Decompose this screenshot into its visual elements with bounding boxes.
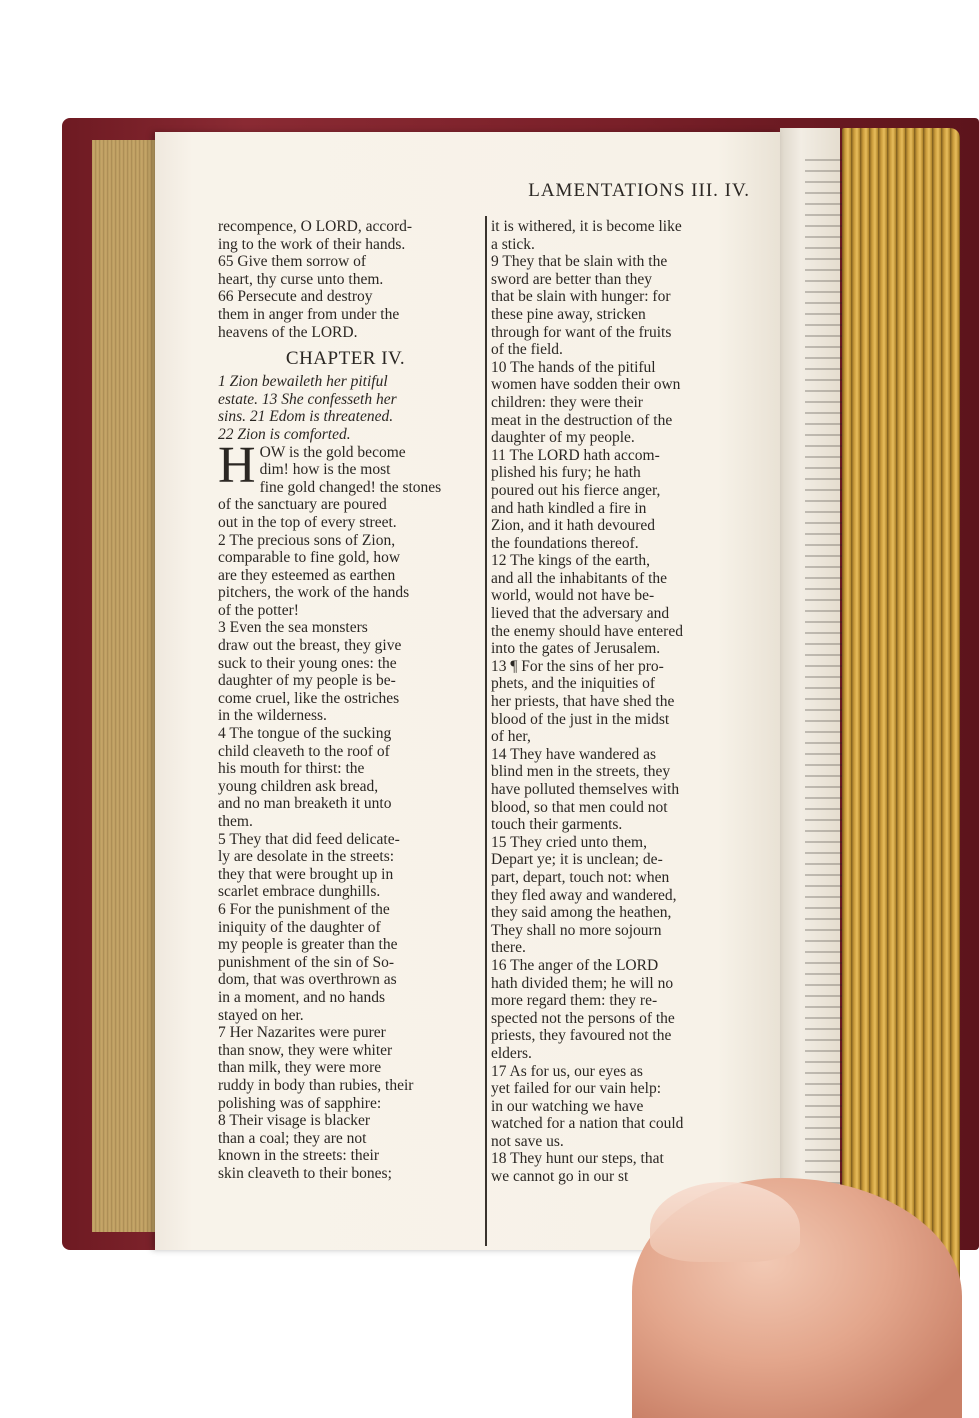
- text-line: come cruel, like the ostriches: [218, 689, 400, 707]
- text-line: that be slain with hunger: for: [491, 288, 671, 306]
- text-line: the foundations thereof.: [491, 534, 639, 552]
- text-line: pitchers, the work of the hands: [218, 584, 410, 602]
- text-line: out in the top of every street.: [218, 513, 397, 531]
- text-line: have polluted themselves with: [491, 781, 680, 798]
- chapter-summary: [218, 373, 473, 443]
- text-line: in a moment, and no hands: [218, 988, 386, 1006]
- text-line: 16 The anger of the LORD: [491, 956, 659, 974]
- text-line: 13 ¶ For the sins of her pro-: [491, 657, 664, 675]
- text-line: spected not the persons of the: [491, 1009, 675, 1027]
- text-line: polishing was of sapphire:: [218, 1094, 382, 1112]
- summary-line: 1 Zion bewaileth her pitiful: [218, 373, 388, 391]
- text-line: not save us.: [491, 1132, 564, 1150]
- text-line: touch their garments.: [491, 816, 623, 834]
- text-line: blind men in the streets, they: [491, 763, 671, 781]
- text-line: them in anger from under the: [218, 305, 400, 323]
- text-line: ruddy in body than rubies, their: [218, 1076, 414, 1094]
- text-line: them.: [218, 813, 253, 830]
- gilt-page-edges: [842, 128, 960, 1340]
- text-line: daughter of my people.: [491, 429, 635, 447]
- text-line: in the wilderness.: [218, 707, 327, 725]
- right-column-verses: [491, 218, 736, 1186]
- text-line: suck to their young ones: the: [218, 654, 397, 672]
- text-line: 2 The precious sons of Zion,: [218, 531, 396, 549]
- text-line: of the field.: [491, 341, 563, 359]
- text-line: 65 Give them sorrow of: [218, 253, 367, 271]
- text-line: They shall no more sojourn: [491, 921, 662, 939]
- text-line: poured out his fierce anger,: [491, 481, 661, 499]
- text-line: dim! how is the most: [259, 461, 391, 479]
- summary-line: estate. 13 She confesseth her: [218, 390, 397, 408]
- text-line: than a coal; they are not: [218, 1129, 367, 1147]
- text-line: than milk, they were more: [218, 1059, 382, 1077]
- text-line: and hath kindled a fire in: [491, 499, 647, 517]
- text-line: sword are better than they: [491, 270, 652, 288]
- text-line: draw out the breast, they give: [218, 637, 402, 655]
- text-line: Zion, and it hath devoured: [491, 517, 655, 535]
- text-line: plished his fury; he hath: [491, 464, 641, 482]
- text-line: they that were brought up in: [218, 865, 394, 883]
- text-line: 5 They that did feed delicate-: [218, 830, 400, 848]
- text-line: priests, they favoured not the: [491, 1027, 672, 1045]
- facing-page-text: [805, 150, 845, 1230]
- text-line: dom, that was overthrown as: [218, 971, 397, 989]
- book-page: [155, 132, 780, 1250]
- text-line: 9 They that be slain with the: [491, 253, 668, 271]
- text-line: women have sodden their own: [491, 376, 681, 394]
- text-line: Depart ye; it is unclean; de-: [491, 851, 663, 869]
- text-line: are they esteemed as earthen: [218, 566, 396, 584]
- text-line: they fled away and wandered,: [491, 886, 677, 904]
- text-line: than snow, they were whiter: [218, 1041, 393, 1059]
- text-line: ly are desolate in the streets:: [218, 848, 395, 866]
- text-line: heavens of the LORD.: [218, 323, 358, 341]
- text-line: elders.: [491, 1044, 532, 1062]
- text-line: of the potter!: [218, 601, 299, 619]
- text-line: and all the inhabitants of the: [491, 569, 668, 587]
- text-line: we cannot go in our st: [491, 1168, 629, 1186]
- text-line: a stick.: [491, 235, 535, 253]
- text-line: 8 Their visage is blacker: [218, 1112, 371, 1130]
- text-line: child cleaveth to the roof of: [218, 742, 390, 760]
- text-line: 11 The LORD hath accom-: [491, 446, 660, 464]
- text-line: of the sanctuary are poured: [218, 496, 387, 514]
- text-line: my people is greater than the: [218, 936, 398, 954]
- text-line: his mouth for thirst: the: [218, 760, 365, 778]
- text-line: into the gates of Jerusalem.: [491, 640, 661, 658]
- text-line: world, would not have be-: [491, 587, 655, 605]
- text-line: stayed on her.: [218, 1006, 304, 1024]
- text-line: heart, thy curse unto them.: [218, 270, 384, 288]
- summary-line: 22 Zion is comforted.: [218, 425, 351, 443]
- chapter-heading: CHAPTER IV.: [285, 348, 406, 370]
- summary-line: sins. 21 Edom is threatened.: [218, 408, 394, 426]
- text-line: 15 They cried unto them,: [491, 833, 647, 851]
- text-line: OW is the gold become: [259, 443, 406, 461]
- page-block-left: [92, 140, 162, 1232]
- text-line: phets, and the iniquities of: [491, 675, 656, 693]
- text-line: 14 They have wandered as: [491, 745, 656, 763]
- text-line: children: they were their: [491, 393, 643, 411]
- text-line: and no man breaketh it unto: [218, 795, 392, 813]
- text-line: 66 Persecute and destroy: [218, 288, 373, 306]
- text-line: meat in the destruction of the: [491, 411, 673, 429]
- text-line: young children ask bread,: [218, 777, 379, 795]
- text-line: blood of the just in the midst: [491, 710, 670, 728]
- text-line: these pine away, stricken: [491, 305, 646, 323]
- text-line: of her,: [491, 728, 531, 746]
- text-line: recompence, O LORD, accord-: [218, 218, 413, 235]
- text-line: 10 The hands of the pitiful: [491, 358, 656, 376]
- text-line: they said among the heathen,: [491, 904, 672, 922]
- chapter-three-end: [218, 218, 473, 341]
- text-line: blood, so that men could not: [491, 798, 668, 816]
- text-line: 6 For the punishment of the: [218, 900, 390, 918]
- text-line: scarlet embrace dunghills.: [218, 883, 381, 901]
- text-line: iniquity of the daughter of: [218, 918, 381, 936]
- text-line: fine gold changed! the stones: [259, 478, 442, 496]
- text-line: skin cleaveth to their bones;: [218, 1164, 392, 1182]
- text-line: 18 They hunt our steps, that: [491, 1150, 664, 1168]
- text-line: hath divided them; he will no: [491, 974, 674, 992]
- running-header: LAMENTATIONS III. IV.: [528, 180, 750, 201]
- text-line: 7 Her Nazarites were purer: [218, 1024, 386, 1042]
- text-line: the enemy should have entered: [491, 622, 683, 640]
- left-column: [218, 218, 473, 1182]
- text-line: known in the streets: their: [218, 1147, 379, 1165]
- text-line: in our watching we have: [491, 1097, 644, 1115]
- text-line: her priests, that have shed the: [491, 693, 675, 711]
- column-rule: [485, 216, 487, 1246]
- text-line: yet failed for our vain help:: [491, 1080, 662, 1098]
- text-line: comparable to fine gold, how: [218, 549, 401, 567]
- text-line: ing to the work of their hands.: [218, 235, 406, 253]
- text-line: 12 The kings of the earth,: [491, 552, 650, 570]
- text-line: watched for a nation that could: [491, 1115, 684, 1133]
- text-line: it is withered, it is become like: [491, 218, 682, 235]
- drop-cap: H: [218, 436, 256, 494]
- text-line: through for want of the fruits: [491, 323, 672, 341]
- text-line: part, depart, touch not: when: [491, 868, 670, 886]
- text-line: 3 Even the sea monsters: [218, 619, 368, 637]
- text-line: 4 The tongue of the sucking: [218, 725, 392, 743]
- text-line: punishment of the sin of So-: [218, 953, 395, 971]
- right-column: [491, 218, 736, 1186]
- text-line: more regard them: they re-: [491, 992, 658, 1010]
- text-line: daughter of my people is be-: [218, 672, 396, 690]
- text-line: there.: [491, 939, 526, 957]
- text-line: lieved that the adversary and: [491, 605, 670, 623]
- text-line: 17 As for us, our eyes as: [491, 1062, 643, 1080]
- left-column-verses: [218, 479, 473, 1183]
